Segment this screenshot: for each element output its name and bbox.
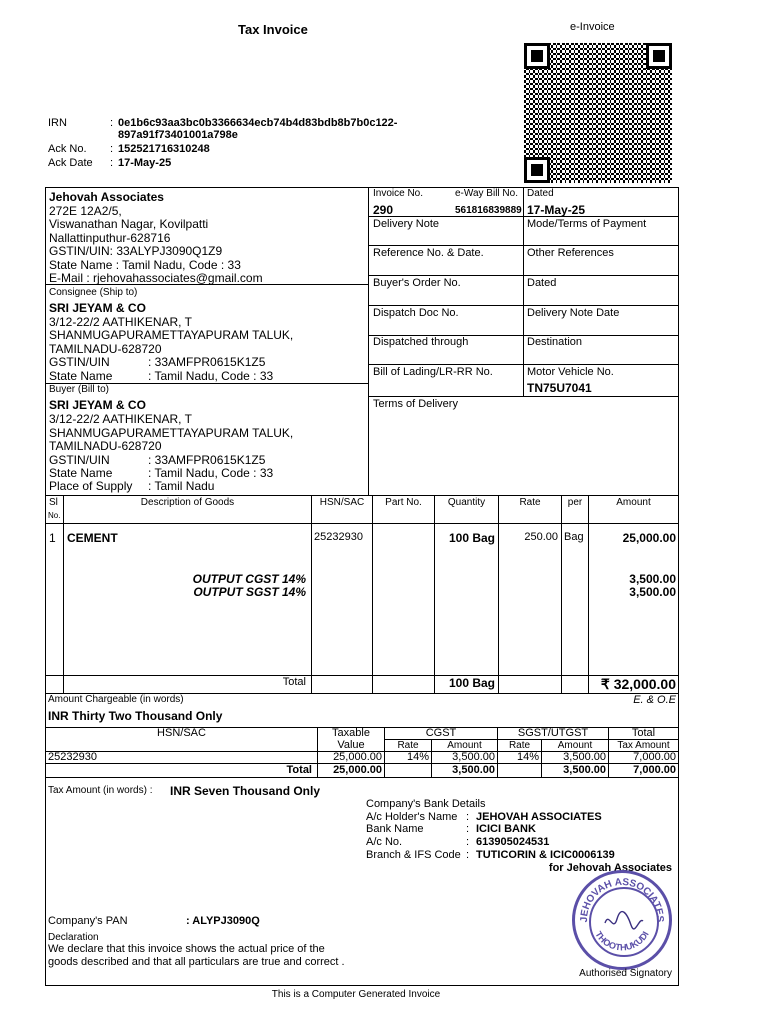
buyer-label: Buyer (Bill to) (49, 384, 110, 395)
item-per: Bag (564, 531, 584, 543)
col-per: per (567, 497, 583, 508)
svg-text:JEHOVAH ASSOCIATES (579, 877, 665, 923)
irn-sep: : (110, 117, 114, 129)
bank-name-value: ICICI BANK (476, 823, 536, 835)
eway-bill-label: e-Way Bill No. (455, 188, 518, 199)
consignee-state: : Tamil Nadu, Code : 33 (148, 369, 274, 383)
bank-holder-value: JEHOVAH ASSOCIATES (476, 811, 602, 823)
item-quantity: 100 Bag (448, 531, 495, 545)
eway-bill-value: 561816839889 (455, 205, 522, 216)
buyer-pos-label: Place of Supply (49, 479, 133, 493)
consignee-address-line: TAMILNADU-628720 (49, 342, 162, 356)
buyer-state: : Tamil Nadu, Code : 33 (148, 466, 274, 480)
vehicle-no-value: TN75U7041 (527, 381, 592, 395)
stamp-bottom-text: THOOTHUKUDI (593, 929, 651, 953)
item-amount: 25,000.00 (622, 531, 676, 545)
item-rate: 250.00 (524, 531, 558, 543)
tax-total-amount: 7,000.00 (633, 764, 676, 776)
col-no: No. (48, 511, 61, 520)
qr-finder-icon (524, 43, 550, 69)
tax-col-hsn: HSN/SAC (157, 727, 206, 739)
delivery-note-label: Delivery Note (373, 218, 440, 230)
seller-state: State Name : Tamil Nadu, Code : 33 (49, 258, 241, 272)
tax-row-sgst-amount: 3,500.00 (563, 751, 606, 763)
tax-row-cgst-rate: 14% (406, 751, 429, 763)
tax-row-hsn: 25232930 (48, 751, 97, 763)
dated-value: 17-May-25 (527, 203, 586, 217)
consignee-label: Consignee (Ship to) (49, 287, 138, 298)
stamp-text-icon (575, 873, 669, 967)
tax-total-sgst: 3,500.00 (563, 764, 606, 776)
tax-words-label: Tax Amount (in words) : (48, 785, 153, 796)
total-label: Total (282, 676, 306, 688)
declaration-line: goods described and that all particulars are true and correct . (48, 956, 345, 968)
seller-address-line: Nallattinputhur-628716 (49, 231, 171, 245)
consignee-state-label: State Name (49, 369, 113, 383)
irn-value-2: 897a91f73401001a798e (118, 129, 238, 141)
bank-acno-value: 613905024531 (476, 836, 550, 848)
bank-sep: : (466, 849, 470, 861)
bank-sep: : (466, 836, 470, 848)
tax-col-total: Total (631, 727, 656, 739)
buyer-state-label: State Name (49, 466, 113, 480)
authorised-signatory: Authorised Signatory (579, 968, 672, 979)
bank-acno-label: A/c No. (366, 836, 403, 848)
buyer-gstin-label: GSTIN/UIN (49, 453, 110, 467)
mode-terms-label: Mode/Terms of Payment (527, 218, 647, 230)
for-company-label: for Jehovah Associates (548, 862, 672, 874)
total-quantity: 100 Bag (448, 676, 495, 690)
tax-row-cgst-amount: 3,500.00 (452, 751, 495, 763)
col-description: Description of Goods (140, 497, 235, 508)
delivery-note-date-label: Delivery Note Date (527, 307, 620, 319)
stamp-top-text: JEHOVAH ASSOCIATES (578, 876, 666, 923)
eoe-label: E. & O.E (633, 694, 676, 706)
dated-label: Dated (527, 188, 554, 199)
bill-of-lading-label: Bill of Lading/LR-RR No. (373, 366, 493, 378)
reference-no-label: Reference No. & Date. (373, 247, 484, 259)
tax-row-sgst-rate: 14% (516, 751, 539, 763)
sgst-label: OUTPUT SGST 14% (193, 585, 306, 599)
qr-code-icon (524, 43, 672, 183)
item-hsn: 25232930 (314, 531, 363, 543)
cgst-amount: 3,500.00 (629, 572, 676, 586)
buyers-order-label: Buyer's Order No. (373, 277, 461, 289)
dispatched-through-label: Dispatched through (373, 336, 469, 348)
bank-sep: : (466, 823, 470, 835)
buyer-address-line: 3/12-22/2 AATHIKENAR, T (49, 412, 192, 426)
item-sl: 1 (49, 531, 56, 545)
bank-holder-label: A/c Holder's Name (366, 811, 458, 823)
buyer-address-line: SHANMUGAPURAMETTAYAPURAM TALUK, (49, 426, 294, 440)
seller-address-line: Viswanathan Nagar, Kovilpatti (49, 217, 209, 231)
cgst-label: OUTPUT CGST 14% (192, 572, 306, 586)
seller-name: Jehovah Associates (49, 190, 164, 204)
bank-ifs-label: Branch & IFS Code (366, 849, 461, 861)
tax-col-sgst-rate: Rate (508, 740, 531, 751)
col-hsn: HSN/SAC (319, 497, 365, 508)
tax-total-taxable: 25,000.00 (333, 764, 382, 776)
seller-address-line: 272E 12A2/5, (49, 204, 122, 218)
buyer-address-line: TAMILNADU-628720 (49, 439, 162, 453)
invoice-no-value: 290 (373, 203, 394, 217)
ack-date-sep: : (110, 157, 114, 169)
bank-name-label: Bank Name (366, 823, 424, 835)
page-title: Tax Invoice (238, 22, 308, 37)
company-stamp-icon (572, 870, 672, 970)
col-quantity: Quantity (447, 497, 486, 508)
tax-total-cgst: 3,500.00 (452, 764, 495, 776)
amount-words-value: INR Thirty Two Thousand Only (48, 709, 223, 723)
consignee-address-line: 3/12-22/2 AATHIKENAR, T (49, 315, 192, 329)
buyer-pos: : Tamil Nadu (148, 479, 215, 493)
irn-value: 0e1b6c93aa3bc0b3366634ecb74b4d83bdb8b7b0c122- (118, 117, 398, 129)
ack-no-sep: : (110, 143, 114, 155)
buyer-gstin: : 33AMFPR0615K1Z5 (148, 453, 266, 467)
tax-col-tax-amount: Tax Amount (617, 740, 670, 751)
invoice-no-label: Invoice No. (373, 188, 424, 199)
qr-finder-icon (646, 43, 672, 69)
tax-row-taxable: 25,000.00 (333, 751, 382, 763)
amount-words-label: Amount Chargeable (in words) (48, 694, 184, 705)
bank-ifs-value: TUTICORIN & ICIC0006139 (476, 849, 615, 861)
dated-2-label: Dated (527, 277, 557, 289)
pan-value: : ALYPJ3090Q (186, 915, 260, 927)
ack-date-value: 17-May-25 (118, 157, 172, 169)
dispatch-doc-label: Dispatch Doc No. (373, 307, 459, 319)
declaration-title: Declaration (48, 932, 99, 943)
ack-no-value: 152521716310248 (118, 143, 210, 155)
ack-no-label: Ack No. (48, 143, 87, 155)
buyer-name: SRI JEYAM & CO (49, 398, 146, 412)
signature-icon (605, 912, 643, 929)
consignee-gstin: : 33AMFPR0615K1Z5 (148, 355, 266, 369)
item-description: CEMENT (67, 531, 118, 545)
tax-col-taxable: Taxable (332, 727, 370, 739)
col-amount: Amount (616, 497, 651, 508)
tax-col-cgst-rate: Rate (397, 740, 419, 751)
tax-col-sgst: SGST/UTGST (517, 727, 589, 739)
consignee-gstin-label: GSTIN/UIN (49, 355, 110, 369)
tax-row-total: 7,000.00 (633, 751, 676, 763)
tax-words-value: INR Seven Thousand Only (170, 784, 321, 798)
tax-total-label: Total (286, 764, 312, 776)
motor-vehicle-label: Motor Vehicle No. (527, 366, 614, 378)
col-sl: Sl (49, 497, 58, 508)
bank-sep: : (466, 811, 470, 823)
seller-email: E-Mail : rjehovahassociates@gmail.com (49, 271, 263, 285)
qr-finder-icon (524, 157, 550, 183)
declaration-line: We declare that this invoice shows the actual price of the (48, 943, 325, 955)
tax-col-cgst-amount: Amount (447, 740, 482, 751)
col-rate: Rate (519, 497, 541, 508)
tax-col-value: Value (337, 739, 365, 751)
ack-date-label: Ack Date (48, 157, 93, 169)
bank-title: Company's Bank Details (366, 798, 486, 810)
footer-note: This is a Computer Generated Invoice (271, 989, 441, 1000)
col-part-no: Part No. (385, 497, 422, 508)
other-references-label: Other References (527, 247, 614, 259)
sgst-amount: 3,500.00 (629, 585, 676, 599)
tax-col-sgst-amount: Amount (557, 740, 593, 751)
tax-col-cgst: CGST (425, 727, 457, 739)
consignee-address-line: SHANMUGAPURAMETTAYAPURAM TALUK, (49, 328, 294, 342)
einvoice-label: e-Invoice (570, 21, 615, 33)
irn-label: IRN (48, 117, 67, 129)
pan-label: Company's PAN (48, 915, 128, 927)
consignee-name: SRI JEYAM & CO (49, 301, 146, 315)
terms-of-delivery-label: Terms of Delivery (373, 398, 458, 410)
destination-label: Destination (527, 336, 583, 348)
svg-text:THOOTHUKUDI (593, 929, 650, 952)
total-amount: ₹ 32,000.00 (600, 676, 676, 692)
seller-gstin: GSTIN/UIN: 33ALYPJ3090Q1Z9 (49, 244, 223, 258)
